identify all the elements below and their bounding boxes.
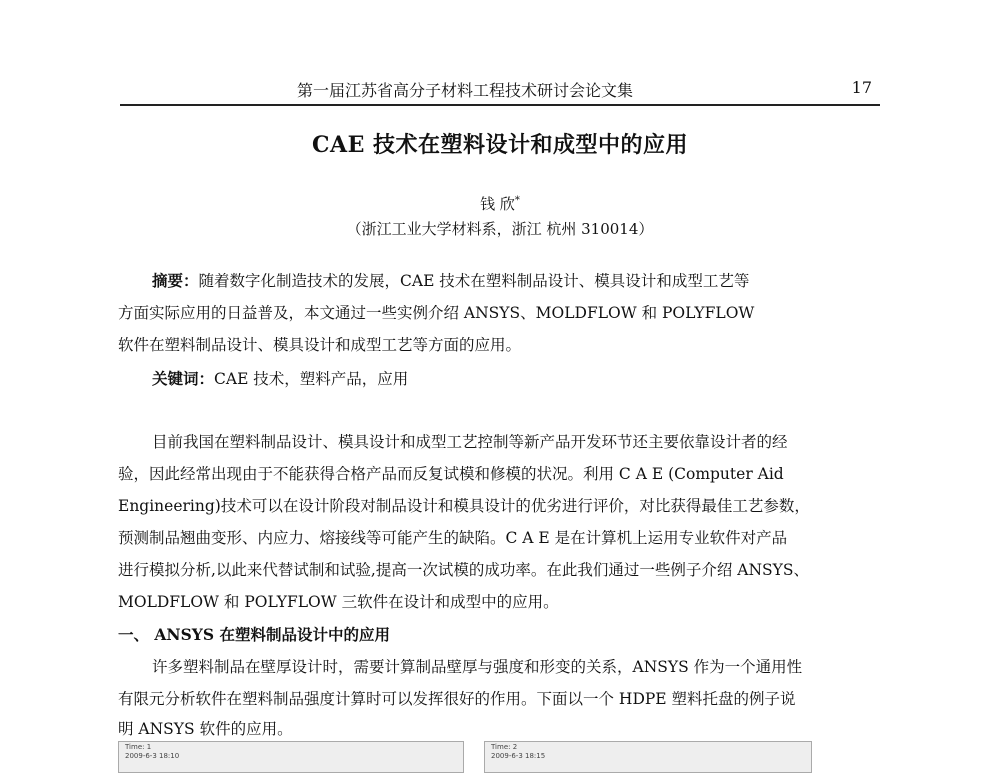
running-header (120, 74, 880, 106)
figure-left-label-2: 2009-6-3 18:10 (125, 752, 180, 760)
body-line: 目前我国在塑料制品设计、模具设计和成型工艺控制等新产品开发环节还主要依靠设计者的经 (152, 433, 788, 451)
abstract-label: 摘要： (152, 271, 199, 290)
abstract-line-3: 软件在塑料制品设计、模具设计和成型工艺等方面的应用。 (118, 336, 522, 354)
section-heading: 一、 ANSYS 在塑料制品设计中的应用 (118, 625, 390, 644)
keywords (152, 368, 408, 390)
paper-title: CAE 技术在塑料设计和成型中的应用 (311, 132, 688, 158)
author-footnote-mark: * (514, 195, 520, 206)
body-line: 进行模拟分析,以此来代替试制和试验,提高一次试模的成功率。在此我们通过一些例子介绍 ANSYS、 (118, 561, 810, 579)
keywords-text: CAE 技术，塑料产品，应用 (214, 370, 409, 388)
figure-right-label-2: 2009-6-3 18:15 (491, 752, 546, 760)
proceedings-title: 第一届江苏省高分子材料工程技术研讨会论文集 (296, 81, 633, 100)
body-line: 有限元分析软件在塑料制品强度计算时可以发挥很好的作用。下面以一个 HDPE 塑料托盘的例子说 (118, 690, 796, 708)
author-name: 钱 欣 (480, 195, 515, 213)
body-line: 验，因此经常出现由于不能获得合格产品而反复试模和修模的状况。利用 C A E (Computer Aid (118, 465, 784, 483)
abstract-line-2: 方面实际应用的日益普及，本文通过一些实例介绍 ANSYS、MOLDFLOW 和 POLYFLOW (118, 304, 755, 322)
body-line: MOLDFLOW 和 POLYFLOW 三软件在设计和成型中的应用。 (118, 593, 559, 611)
keywords-label: 关键词： (152, 369, 215, 388)
figure-right-screenshot (484, 741, 812, 773)
body-line: Engineering)技术可以在设计阶段对制品设计和模具设计的优劣进行评价，对比获得最佳工艺参数， (118, 497, 810, 515)
author (0, 193, 1000, 214)
abstract-line-1 (152, 270, 749, 292)
figure-left-label-1: Time: 1 (125, 743, 152, 751)
page-number: 17 (851, 78, 872, 97)
figure-right-label-1: Time: 2 (491, 743, 518, 751)
abstract-text-1: 随着数字化制造技术的发展，CAE 技术在塑料制品设计、模具设计和成型工艺等 (198, 272, 750, 290)
figure-left-screenshot (118, 741, 464, 773)
body-line: 预测制品翘曲变形、内应力、熔接线等可能产生的缺陷。C A E 是在计算机上运用专业软件对产品 (118, 529, 788, 547)
affiliation: （浙江工业大学材料系，浙江 杭州 310014） (346, 220, 654, 238)
body-line: 许多塑料制品在壁厚设计时，需要计算制品壁厚与强度和形变的关系，ANSYS 作为一个通用性 (152, 658, 803, 676)
body-line: 明 ANSYS 软件的应用。 (118, 720, 293, 738)
